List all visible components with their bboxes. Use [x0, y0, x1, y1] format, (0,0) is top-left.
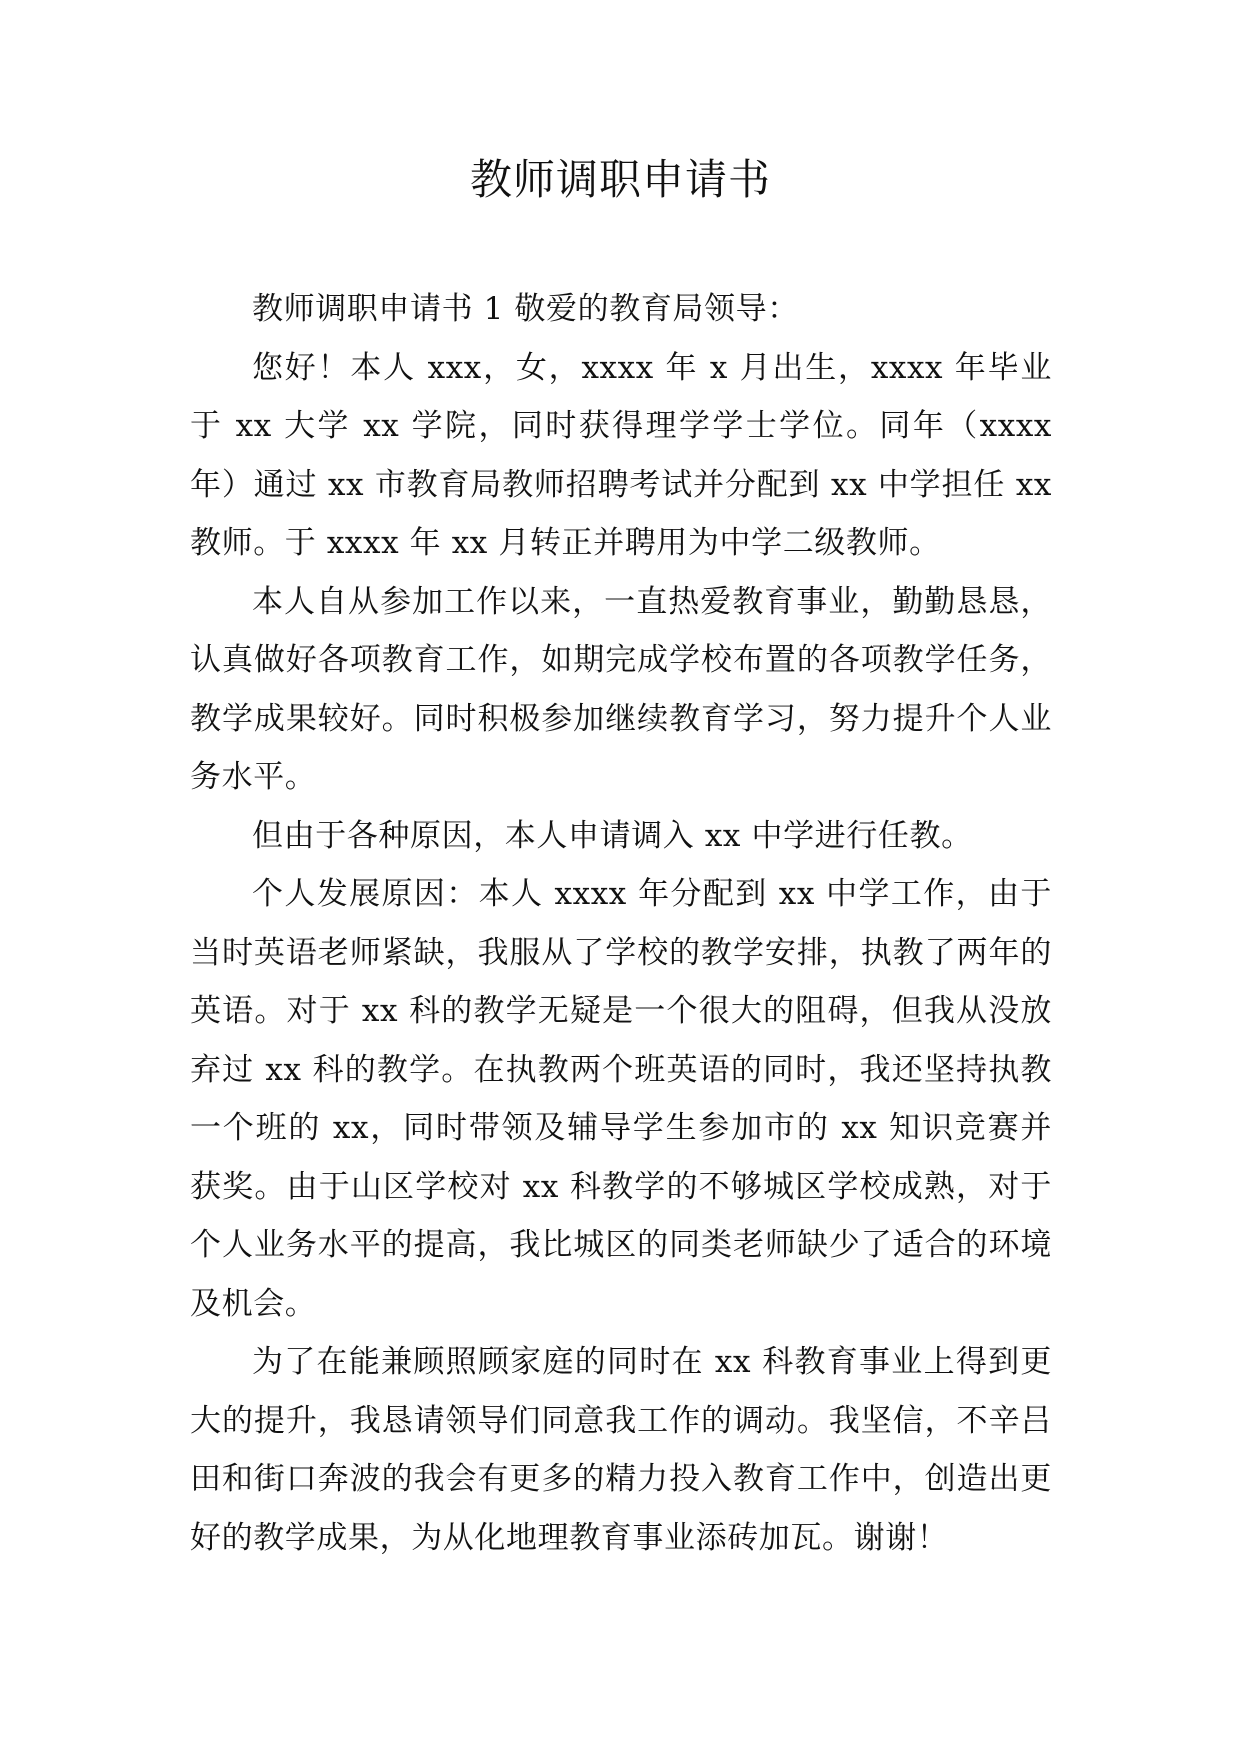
document-title: 教师调职申请书	[469, 155, 771, 204]
paragraph-personal-reasons: 个人发展原因：本人 xxxx 年分配到 xx 中学工作，由于当时英语老师紧缺，我服从了学校的教学安排，执教了两年的英语。对于 xx 科的教学无疑是一个很大的阻碍，但我从没放弃过 xx 科的教学。在执教两个班英语的同时，我还坚持执教一个班的 xx，同时带领及辅导学生参加市的 xx 知识竞赛并获奖。由于山区学校对 xx 科教学的不够城区学校成熟，对于个人业务水平的提高，我比城区的同类老师缺少了适合的环境及机会。	[190, 876, 1052, 1322]
document-body	[190, 280, 1052, 1567]
paragraph-request: 但由于各种原因，本人申请调入 xx 中学进行任教。	[252, 817, 973, 854]
paragraph-introduction: 您好！本人 xxx，女，xxxx 年 x 月出生，xxxx 年毕业于 xx 大学 xx 学院，同时获得理学学士学位。同年（xxxx 年）通过 xx 市教育局教师招聘考试并分配到 xx 中学担任 xx 教师。于 xxxx 年 xx 月转正并聘用为中学二级教师。	[190, 349, 1052, 561]
paragraph-closing: 为了在能兼顾照顾家庭的同时在 xx 科教育事业上得到更大的提升，我恳请领导们同意我工作的调动。我坚信，不辛吕田和街口奔波的我会有更多的精力投入教育工作中，创造出更好的教学成果，为从化地理教育事业添砖加瓦。谢谢！	[190, 1344, 1052, 1556]
paragraph-salutation: 教师调职申请书 1 敬爱的教育局领导：	[252, 291, 799, 327]
paragraph-work-attitude: 本人自从参加工作以来，一直热爱教育事业，勤勤恳恳，认真做好各项教育工作，如期完成学校布置的各项教学任务，教学成果较好。同时积极参加继续教育学习，努力提升个人业务水平。	[190, 583, 1052, 795]
